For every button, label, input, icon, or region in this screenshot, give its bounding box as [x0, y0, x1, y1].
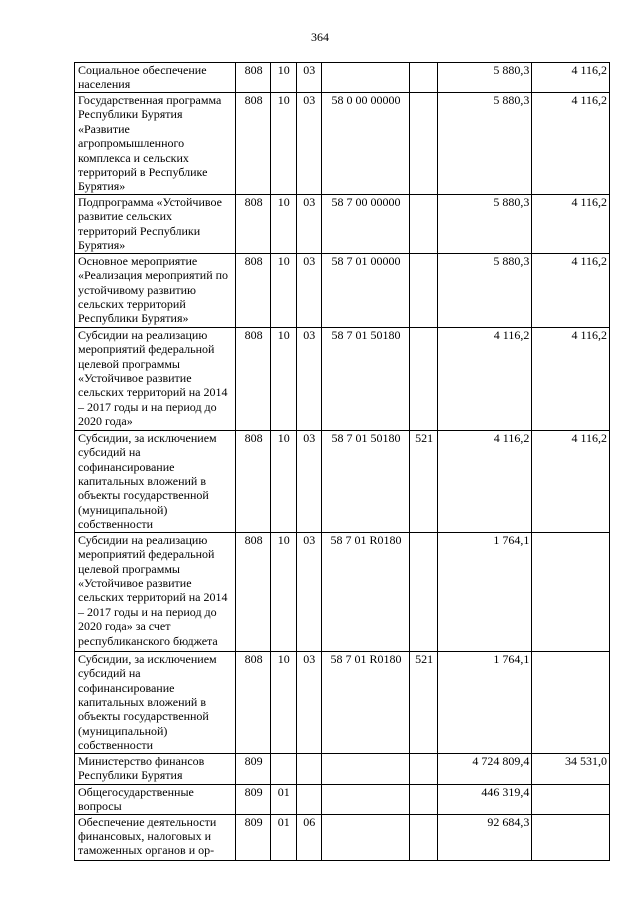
target-article: 58 0 00 00000 — [322, 93, 410, 195]
table-row — [75, 194, 610, 253]
target-article: 58 7 01 50180 — [322, 430, 410, 532]
subsection-code: 03 — [296, 93, 322, 195]
table-row — [75, 327, 610, 430]
page-number: 364 — [311, 30, 329, 44]
ministry-code: 809 — [236, 753, 271, 784]
amount-1: 92 684,3 — [438, 814, 532, 860]
ministry-code: 808 — [236, 194, 271, 253]
amount-2 — [532, 784, 610, 814]
section-code: 10 — [271, 532, 297, 651]
amount-2 — [532, 814, 610, 860]
table-row — [75, 784, 610, 814]
section-code: 01 — [271, 814, 297, 860]
amount-1: 4 116,2 — [438, 430, 532, 532]
expense-type — [409, 93, 438, 195]
expense-type — [409, 63, 438, 93]
expense-type — [409, 194, 438, 253]
target-article — [322, 814, 410, 860]
amount-2: 4 116,2 — [532, 194, 610, 253]
subsection-code: 06 — [296, 814, 322, 860]
amount-1: 5 880,3 — [438, 93, 532, 195]
table-row — [75, 651, 610, 753]
amount-1: 4 724 809,4 — [438, 753, 532, 784]
subsection-code: 03 — [296, 327, 322, 430]
amount-2: 4 116,2 — [532, 327, 610, 430]
row-name: Субсидии, за исключением субсидий на софинансирование капитальных вложений в объекты государственной (муниципальной) собственности — [75, 651, 236, 753]
ministry-code: 808 — [236, 253, 271, 327]
subsection-code — [296, 784, 322, 814]
amount-2 — [532, 651, 610, 753]
amount-2 — [532, 532, 610, 651]
amount-1: 446 319,4 — [438, 784, 532, 814]
row-name: Обеспечение деятельности финансовых, налоговых и таможенных органов и ор- — [75, 814, 236, 860]
table-row — [75, 253, 610, 327]
table-row — [75, 93, 610, 195]
subsection-code: 03 — [296, 253, 322, 327]
table-row — [75, 814, 610, 860]
target-article — [322, 753, 410, 784]
row-name: Министерство финансов Республики Бурятия — [75, 753, 236, 784]
section-code — [271, 753, 297, 784]
expense-type: 521 — [409, 651, 438, 753]
target-article: 58 7 01 00000 — [322, 253, 410, 327]
section-code: 10 — [271, 327, 297, 430]
row-name: Субсидии, за исключением субсидий на софинансирование капитальных вложений в объекты государственной (муниципальной) собственности — [75, 430, 236, 532]
amount-1: 1 764,1 — [438, 532, 532, 651]
amount-2: 4 116,2 — [532, 63, 610, 93]
expense-type — [409, 814, 438, 860]
subsection-code: 03 — [296, 63, 322, 93]
budget-table — [74, 62, 610, 861]
subsection-code: 03 — [296, 430, 322, 532]
amount-2: 34 531,0 — [532, 753, 610, 784]
expense-type: 521 — [409, 430, 438, 532]
expense-type — [409, 753, 438, 784]
row-name: Социальное обеспечение населения — [75, 63, 236, 93]
ministry-code: 808 — [236, 93, 271, 195]
amount-1: 5 880,3 — [438, 63, 532, 93]
ministry-code: 808 — [236, 532, 271, 651]
target-article: 58 7 01 R0180 — [322, 532, 410, 651]
table-row — [75, 532, 610, 651]
row-name: Подпрограмма «Устойчивое развитие сельских территорий Республики Бурятия» — [75, 194, 236, 253]
section-code: 10 — [271, 430, 297, 532]
expense-type — [409, 784, 438, 814]
ministry-code: 808 — [236, 651, 271, 753]
subsection-code: 03 — [296, 532, 322, 651]
ministry-code: 808 — [236, 63, 271, 93]
table-row — [75, 753, 610, 784]
table-row — [75, 63, 610, 93]
target-article — [322, 63, 410, 93]
target-article: 58 7 01 R0180 — [322, 651, 410, 753]
ministry-code: 808 — [236, 430, 271, 532]
target-article: 58 7 00 00000 — [322, 194, 410, 253]
section-code: 10 — [271, 93, 297, 195]
amount-1: 5 880,3 — [438, 253, 532, 327]
row-name: Субсидии на реализацию мероприятий федеральной целевой программы «Устойчивое развитие сельских территорий на 2014 – 2017 годы и на период до 2020 года» — [75, 327, 236, 430]
amount-2: 4 116,2 — [532, 253, 610, 327]
section-code: 10 — [271, 63, 297, 93]
section-code: 10 — [271, 253, 297, 327]
table-row — [75, 430, 610, 532]
target-article — [322, 784, 410, 814]
subsection-code: 03 — [296, 194, 322, 253]
ministry-code: 809 — [236, 814, 271, 860]
expense-type — [409, 253, 438, 327]
subsection-code: 03 — [296, 651, 322, 753]
row-name: Государственная программа Республики Бурятия «Развитие агропромышленного комплекса и сельских территорий в Республике Бурятия» — [75, 93, 236, 195]
row-name: Субсидии на реализацию мероприятий федеральной целевой программы «Устойчивое развитие сельских территорий на 2014 – 2017 годы и на период до 2020 года» за счет республиканского бюджета — [75, 532, 236, 651]
expense-type — [409, 532, 438, 651]
ministry-code: 809 — [236, 784, 271, 814]
amount-2: 4 116,2 — [532, 93, 610, 195]
target-article: 58 7 01 50180 — [322, 327, 410, 430]
subsection-code — [296, 753, 322, 784]
expense-type — [409, 327, 438, 430]
section-code: 01 — [271, 784, 297, 814]
amount-1: 5 880,3 — [438, 194, 532, 253]
amount-1: 4 116,2 — [438, 327, 532, 430]
section-code: 10 — [271, 651, 297, 753]
amount-2: 4 116,2 — [532, 430, 610, 532]
row-name: Основное мероприятие «Реализация мероприятий по устойчивому развитию сельских территорий Республики Бурятия» — [75, 253, 236, 327]
row-name: Общегосударственные вопросы — [75, 784, 236, 814]
section-code: 10 — [271, 194, 297, 253]
ministry-code: 808 — [236, 327, 271, 430]
amount-1: 1 764,1 — [438, 651, 532, 753]
